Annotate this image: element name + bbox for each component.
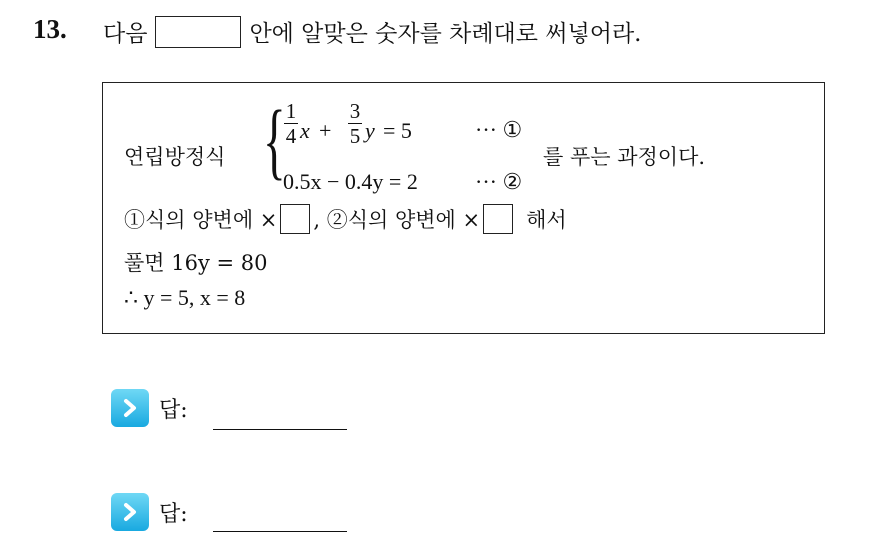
answer-label: 답: <box>159 501 188 527</box>
answer-row-2 <box>111 493 188 531</box>
chevron-right-icon <box>111 493 149 531</box>
eq1-frac1: 1 4 <box>285 99 297 148</box>
eq2-marker: ··· ② <box>475 169 523 194</box>
answer-line-2[interactable] <box>213 531 347 532</box>
answer-blank <box>155 16 241 48</box>
answer-label: 답: <box>159 397 188 423</box>
answer-line-1[interactable] <box>213 429 347 430</box>
eq1-var1: x <box>300 118 310 143</box>
blank-multiplier-2 <box>483 204 513 234</box>
process-line-2: ①식의 양변에 × , ②식의 양변에 × 해서 <box>124 204 567 234</box>
question-text-after: 안에 알맞은 숫자를 차례대로 써넣어라. <box>249 21 642 47</box>
eq1-var2: y <box>365 118 375 143</box>
eq1-frac2: 3 5 <box>349 99 361 148</box>
question-number: 13. <box>33 14 67 44</box>
eq1-rhs: = 5 <box>383 118 412 143</box>
question-text-before: 다음 <box>103 21 148 47</box>
problem-box <box>102 82 825 334</box>
eq2: 0.5x − 0.4y = 2 <box>283 169 418 194</box>
answer-row-1 <box>111 389 188 427</box>
process-line-4: ∴ y = 5, x = 8 <box>124 285 246 310</box>
blank-multiplier-1 <box>280 204 310 234</box>
question-text <box>103 15 641 48</box>
process-line-3: 풀면 16y = 80 <box>124 251 268 275</box>
eq1-op: + <box>319 118 332 143</box>
system-tail: 를 푸는 과정이다. <box>543 145 706 169</box>
brace: { <box>263 92 286 188</box>
system-lead: 연립방정식 <box>124 145 226 169</box>
chevron-right-icon <box>111 389 149 427</box>
eq1-marker: ··· ① <box>475 117 523 142</box>
